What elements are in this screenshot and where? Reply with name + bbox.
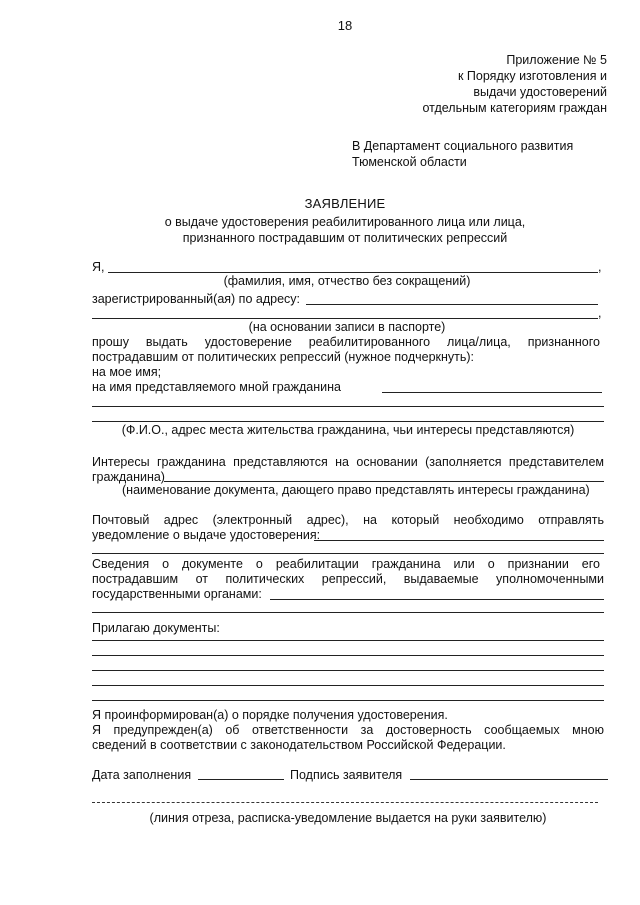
rehab-text-line-1: Сведения о документе о реабилитации гражданина или о признании его	[92, 557, 600, 571]
rehab-document-field[interactable]	[270, 599, 604, 600]
date-label: Дата заполнения	[92, 768, 192, 782]
basis-text-line-1: Интересы гражданина представляются на основании (заполняется представителем	[92, 455, 604, 469]
basis-hint: (наименование документа, дающего право представлять интересы гражданина)	[122, 483, 590, 497]
request-text-line-2: пострадавшим от политических репрессий (нужное подчеркнуть):	[92, 350, 475, 364]
option-own-name[interactable]: на мое имя;	[92, 365, 162, 379]
attachment-line-4[interactable]	[92, 685, 604, 686]
rehab-text-line-3: государственными органами:	[92, 587, 262, 601]
cut-line-hint: (линия отреза, расписка-уведомление выдается на руки заявителю)	[149, 811, 547, 825]
represented-hint: (Ф.И.О., адрес места жительства гражданина, чьи интересы представляются)	[121, 423, 575, 437]
fio-hint: (фамилия, имя, отчество без сокращений)	[223, 274, 471, 288]
informed-text: Я проинформирован(а) о порядке получения удостоверения.	[92, 708, 448, 722]
appendix-line-2: к Порядку изготовления и	[457, 69, 607, 83]
attachment-line-5[interactable]	[92, 700, 604, 701]
postal-text-line-2: уведомление о выдаче удостоверения:	[92, 528, 321, 542]
represented-citizen-field-2[interactable]	[92, 406, 604, 407]
postal-address-field-2[interactable]	[92, 553, 604, 554]
document-subtitle-line-1: о выдаче удостоверения реабилитированного лица или лица,	[164, 215, 526, 229]
attachment-line-2[interactable]	[92, 655, 604, 656]
page-number: 18	[337, 18, 353, 33]
addressee-line-2: Тюменской области	[352, 155, 467, 169]
cut-line	[92, 802, 598, 803]
fio-field-end: ,	[598, 260, 602, 274]
signature-field[interactable]	[410, 779, 608, 780]
appendix-line-1: Приложение № 5	[506, 53, 607, 67]
addressee-line-1: В Департамент социального развития	[352, 139, 574, 153]
date-field[interactable]	[198, 779, 284, 780]
postal-text-line-1: Почтовый адрес (электронный адрес), на который необходимо отправлять	[92, 513, 604, 527]
attachment-line-3[interactable]	[92, 670, 604, 671]
document-title: ЗАЯВЛЕНИЕ	[304, 196, 386, 211]
signature-label: Подпись заявителя	[290, 768, 403, 782]
request-text-line-1: прошу выдать удостоверение реабилитированного лица/лица, признанного	[92, 335, 600, 349]
passport-hint: (на основании записи в паспорте)	[248, 320, 446, 334]
rehab-document-field-2[interactable]	[92, 612, 604, 613]
basis-text-line-2: гражданина)	[92, 470, 165, 484]
warned-text-line-2: сведений в соответствии с законодательством Российской Федерации.	[92, 738, 506, 752]
registered-address-field[interactable]	[306, 304, 598, 305]
registered-address-label: зарегистрированный(ая) по адресу:	[92, 292, 301, 306]
address-field-end: ,	[598, 306, 602, 320]
document-subtitle-line-2: признанного пострадавшим от политических репрессий	[182, 231, 508, 245]
option-represented-citizen[interactable]: на имя представляемого мной гражданина	[92, 380, 341, 394]
appendix-line-4: отдельным категориям граждан	[422, 101, 607, 115]
represented-citizen-field[interactable]	[382, 392, 602, 393]
attachment-line-1[interactable]	[92, 640, 604, 641]
warned-text-line-1: Я предупрежден(а) об ответственности за достоверность сообщаемых мною	[92, 723, 604, 737]
appendix-line-3: выдачи удостоверений	[473, 85, 607, 99]
postal-address-field[interactable]	[314, 540, 604, 541]
rehab-text-line-2: пострадавшим от политических репрессий, выдаваемые уполномоченными	[92, 572, 604, 586]
attachments-label: Прилагаю документы:	[92, 621, 220, 635]
i-label: Я,	[92, 260, 105, 274]
